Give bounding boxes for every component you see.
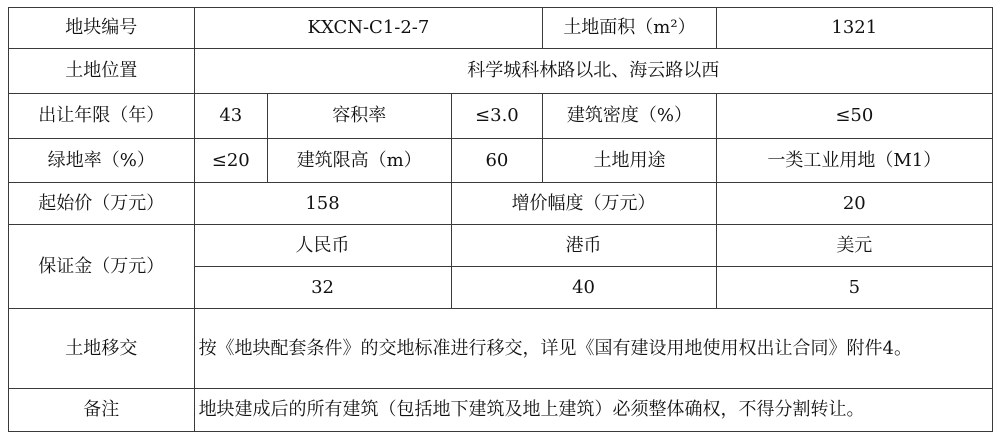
start-price-label: 起始价（万元） (9, 183, 195, 225)
table-row (9, 49, 993, 94)
remarks-label: 备注 (9, 389, 195, 432)
height-label: 建筑限高（m） (267, 139, 451, 183)
use-value: 一类工业用地（M1） (716, 139, 992, 183)
location-label: 土地位置 (9, 49, 195, 94)
handover-text: 按《地块配套条件》的交地标准进行移交，详见《国有建设用地使用权出让合同》附件4。 (194, 309, 992, 389)
table-row (9, 225, 993, 267)
start-price-value: 158 (194, 183, 451, 225)
table-row (9, 94, 993, 139)
location-value: 科学城科林路以北、海云路以西 (194, 49, 992, 94)
parcel-no-label: 地块编号 (9, 8, 195, 49)
deposit-amount-usd: 5 (716, 267, 992, 309)
table-row (9, 309, 993, 389)
table-row (9, 183, 993, 225)
remarks-text: 地块建成后的所有建筑（包括地下建筑及地上建筑）必须整体确权，不得分割转让。 (194, 389, 992, 432)
parcel-no-value: KXCN-C1-2-7 (194, 8, 543, 49)
far-value: ≤3.0 (451, 94, 543, 139)
table-row (9, 389, 993, 432)
use-label: 土地用途 (543, 139, 716, 183)
increment-label: 增价幅度（万元） (451, 183, 716, 225)
deposit-amount-hkd: 40 (451, 267, 716, 309)
table-row (9, 8, 993, 49)
green-label: 绿地率（%） (9, 139, 195, 183)
term-label: 出让年限（年） (9, 94, 195, 139)
table-row (9, 139, 993, 183)
land-info-table (8, 7, 993, 432)
area-label: 土地面积（m²） (543, 8, 716, 49)
deposit-amount-cny: 32 (194, 267, 451, 309)
deposit-currency-hkd: 港币 (451, 225, 716, 267)
handover-label: 土地移交 (9, 309, 195, 389)
deposit-currency-cny: 人民币 (194, 225, 451, 267)
green-value: ≤20 (194, 139, 267, 183)
density-label: 建筑密度（%） (543, 94, 716, 139)
term-value: 43 (194, 94, 267, 139)
far-label: 容积率 (267, 94, 451, 139)
increment-value: 20 (716, 183, 992, 225)
density-value: ≤50 (716, 94, 992, 139)
area-value: 1321 (716, 8, 992, 49)
deposit-currency-usd: 美元 (716, 225, 992, 267)
height-value: 60 (451, 139, 543, 183)
deposit-label: 保证金（万元） (9, 225, 195, 309)
